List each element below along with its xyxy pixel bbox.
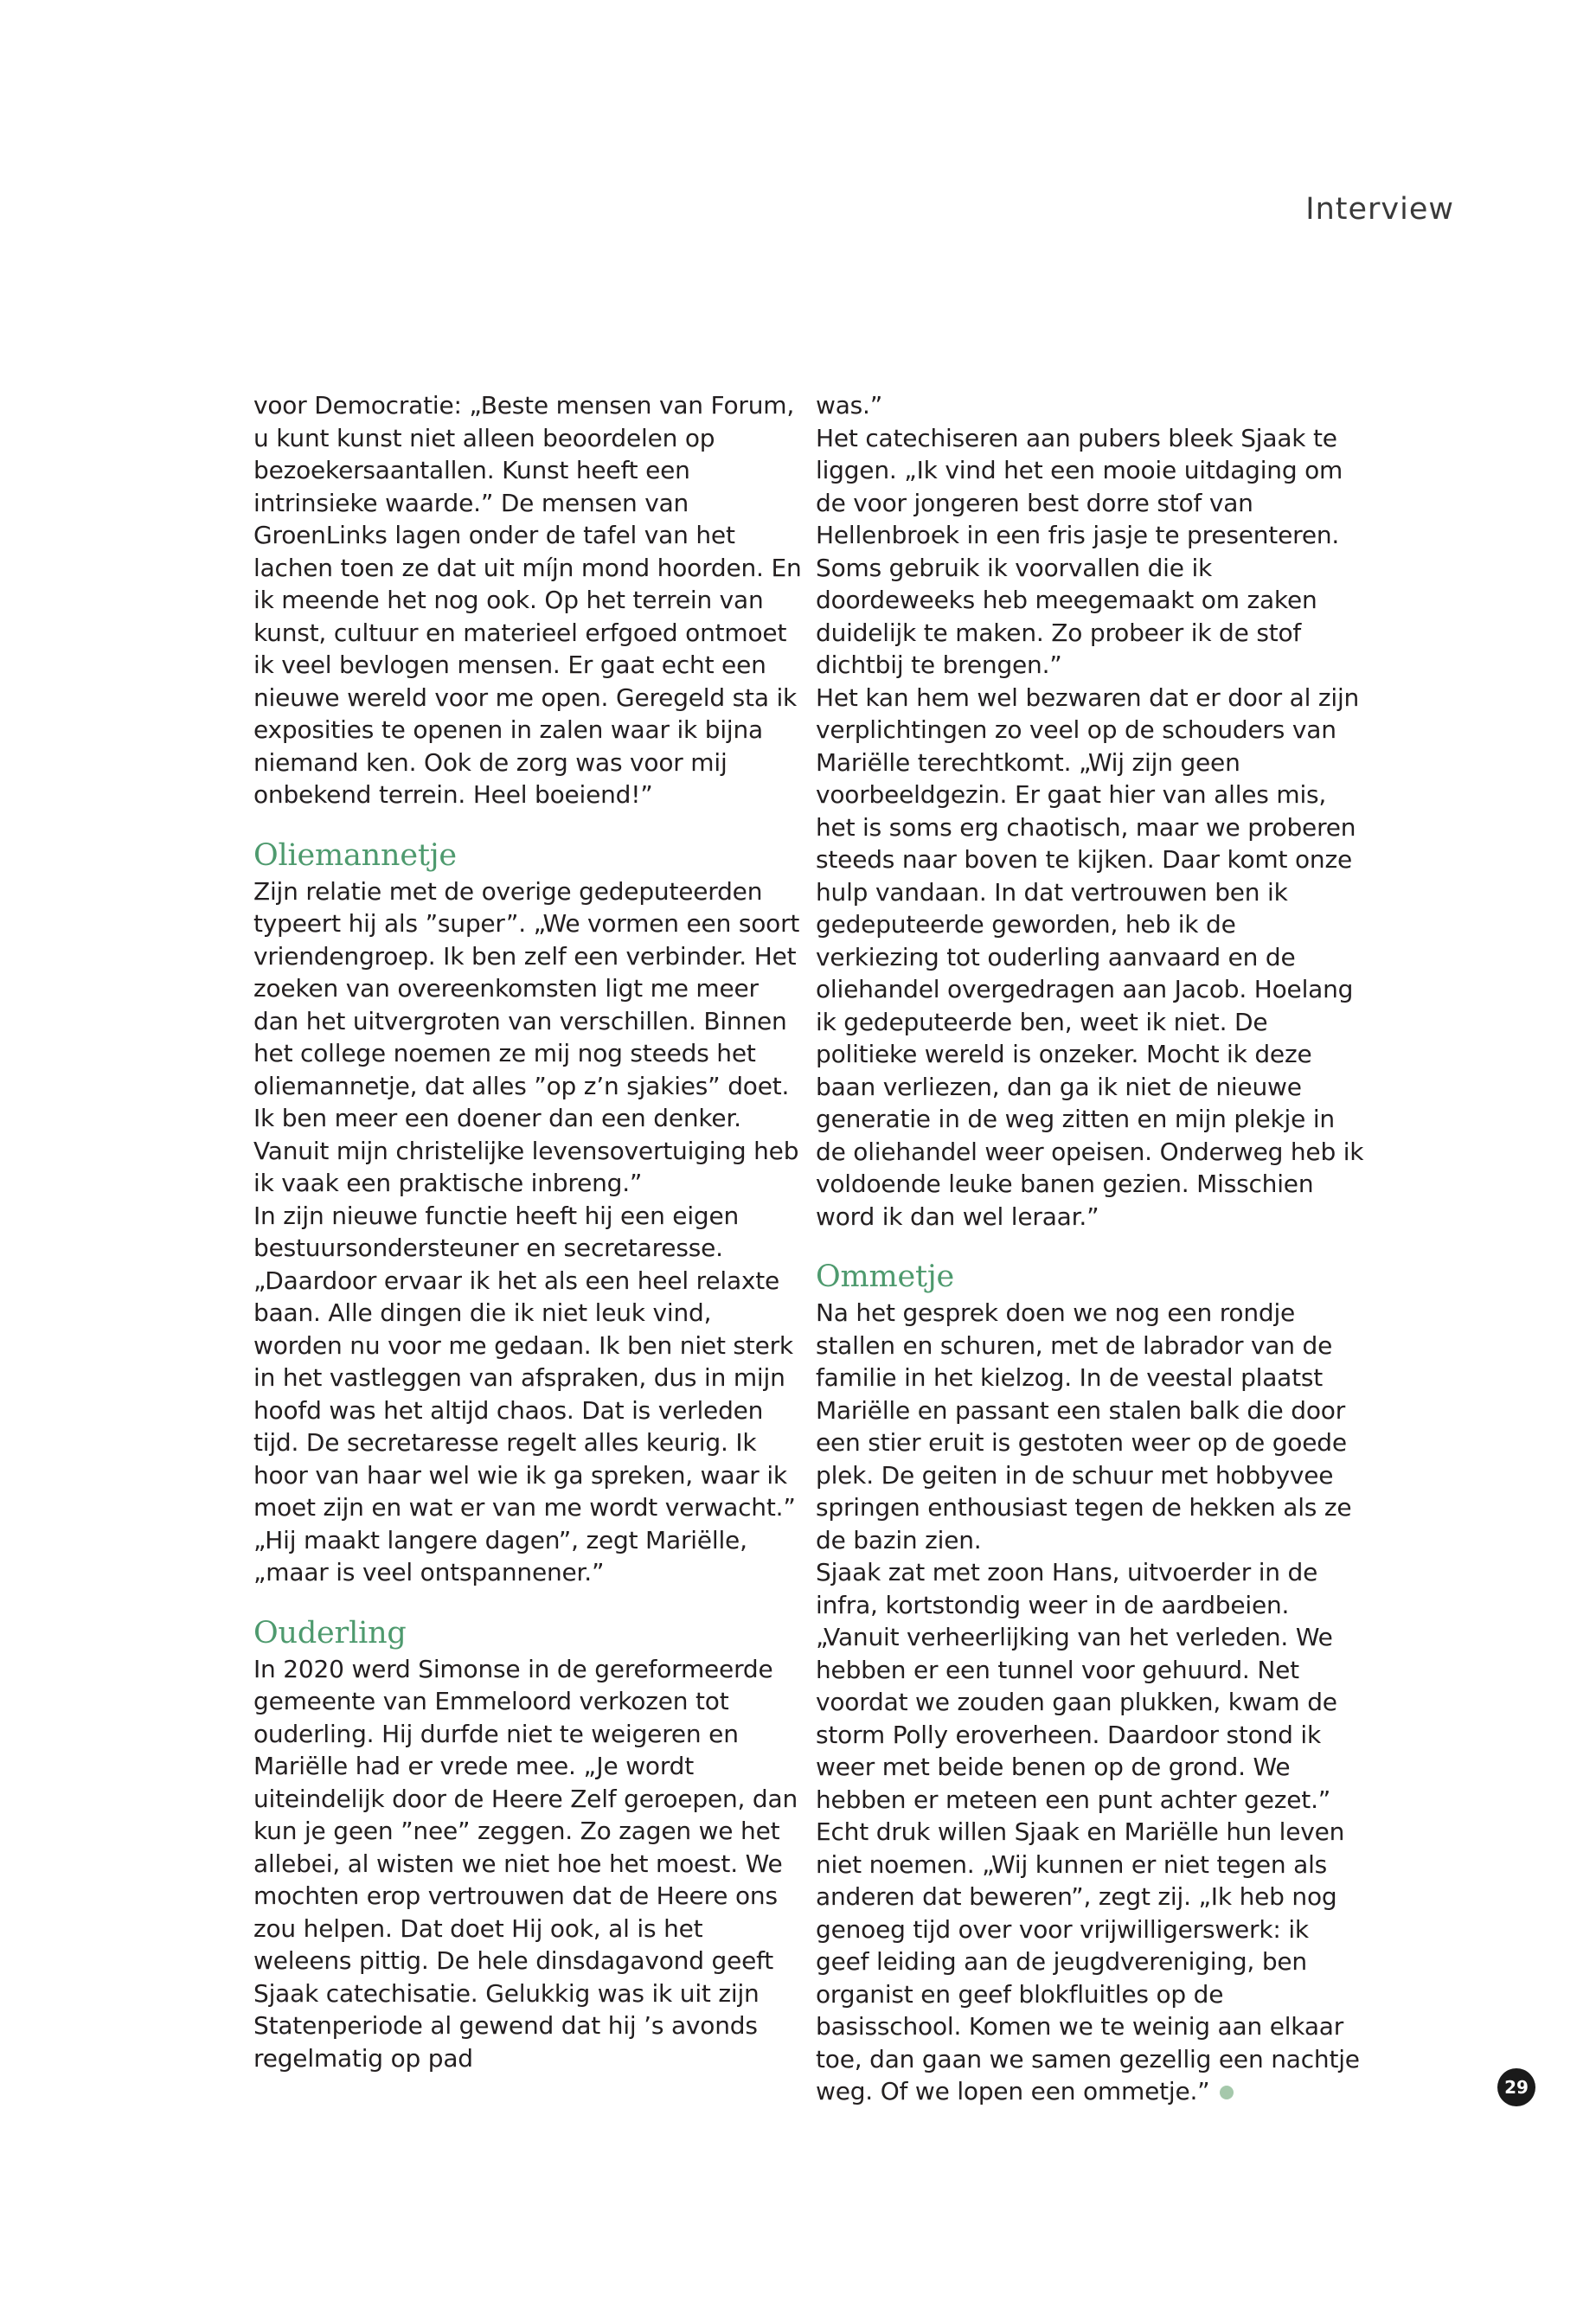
final-paragraph-text: Echt druk willen Sjaak en Mariëlle hun leven niet noemen. „Wij kunnen er niet tegen als anderen dat beweren”, zegt zij. „Ik heb nog genoeg tijd over voor vrijwilligerswerk: ik geef leiding aan de jeugdvereniging, ben organist en geef blokfluitles op de basisschool. Komen we te weinig aan elkaar toe, dan gaan we samen gezellig een nachtje weg. Of we lopen een ommetje.” [816,1817,1360,2106]
article-column-right [816,389,1365,2108]
subheading-ouderling: Ouderling [253,1615,407,1650]
paragraph: was.” [816,391,883,420]
paragraph: Na het gesprek doen we nog een rondje stallen en schuren, met de labrador van de familie in het kielzog. In de veestal plaatst Mariëlle en passant een stalen balk die door een stier eruit is gestoten weer op de goede plek. De geiten in de schuur met hobbyvee springen enthousiast tegen de hekken als ze de bazin zien. [816,1298,1352,1554]
subheading-ommetje: Ommetje [816,1259,955,1294]
paragraph: Zijn relatie met de overige gedeputeerden typeert hij als ”super”. „We vormen een soort vriendengroep. Ik ben zelf een verbinder. Het zoeken van overeenkomsten ligt me meer dan het uitvergroten van verschillen. Binnen het college noemen ze mij nog steeds het oliemannetje, dat alles ”op z’n sjakies” doet. Ik ben meer een doener dan een denker. Vanuit mijn christelijke levensovertuiging heb ik vaak een praktische inbreng.” [253,876,800,1197]
paragraph: „Hij maakt langere dagen”, zegt Mariëlle, „maar is veel ontspannener.” [253,1525,747,1586]
subheading-oliemannetje: Oliemannetje [253,837,457,873]
paragraph: Het catechiseren aan pubers bleek Sjaak te liggen. „Ik vind het een mooie uitdaging om de voor jongeren best dorre stof van Hellenbroek in een fris jasje te presenteren. Soms gebruik ik voorvallen die ik doordeweeks heb meegemaakt om zaken duidelijk te maken. Zo probeer ik de stof dichtbij te brengen.” [816,423,1343,679]
paragraph: Sjaak zat met zoon Hans, uitvoerder in de infra, kortstondig weer in de aardbeien. „Vanuit verheerlijking van het verleden. We hebben er een tunnel voor gehuurd. Net voordat we zouden gaan plukken, kwam de storm Polly eroverheen. Daardoor stond ik weer met beide benen op de grond. We hebben er meteen een punt achter gezet.” [816,1558,1337,1814]
paragraph: In 2020 werd Simonse in de gereformeerde gemeente van Emmeloord verkozen tot ouderling. Hij durfde niet te weigeren en Mariëlle had er vrede mee. „Je wordt uiteindelijk door de Heere Zelf geroepen, dan kun je geen ”nee” zeggen. Zo zagen we het allebei, al wisten we niet hoe het moest. We mochten erop vertrouwen dat de Heere ons zou helpen. Dat doet Hij ook, al is het weleens pittig. De hele dinsdagavond geeft Sjaak catechisatie. Gelukkig was ik uit zijn Statenperiode al gewend dat hij ’s avonds regelmatig op pad [253,1654,798,2073]
paragraph: In zijn nieuwe functie heeft hij een eigen bestuursondersteuner en secretaresse. „Daardoor ervaar ik het als een heel relaxte baan. Alle dingen die ik niet leuk vind, worden nu voor me gedaan. Ik ben niet sterk in het vastleggen van afspraken, dus in mijn hoofd was het altijd chaos. Dat is verleden tijd. De secretaresse regelt alles keurig. Ik hoor van haar wel wie ik ga spreken, waar ik moet zijn en wat er van me wordt verwacht.” [253,1201,796,1522]
page-number-badge: 29 [1497,2068,1535,2106]
article-column-left [253,389,803,2074]
section-label: Interview [1305,192,1454,227]
paragraph: voor Democratie: „Beste mensen van Forum, u kunt kunst niet alleen beoordelen op bezoekersaantallen. Kunst heeft een intrinsieke waarde.” De mensen van GroenLinks lagen onder de tafel van het lachen toen ze dat uit míjn mond hoorden. En ik meende het nog ook. Op het terrein van kunst, cultuur en materieel erfgoed ontmoet ik veel bevlogen mensen. Er gaat echt een nieuwe wereld voor me open. Geregeld sta ik exposities te openen in zalen waar ik bijna niemand ken. Ook de zorg was voor mij onbekend terrein. Heel boeiend!” [253,391,802,809]
paragraph: Het kan hem wel bezwaren dat er door al zijn verplichtingen zo veel op de schouders van Mariëlle terechtkomt. „Wij zijn geen voorbeeldgezin. Er gaat hier van alles mis, het is soms erg chaotisch, maar we proberen steeds naar boven te kijken. Daar komt onze hulp vandaan. In dat vertrouwen ben ik gedeputeerde geworden, heb ik de verkiezing tot ouderling aanvaard en de oliehandel overgedragen aan Jacob. Hoelang ik gedeputeerde ben, weet ik niet. De politieke wereld is onzeker. Mocht ik deze baan verliezen, dan ga ik niet de nieuwe generatie in de weg zitten en mijn plekje in de oliehandel weer opeisen. Onderweg heb ik voldoende leuke banen gezien. Misschien word ik dan wel leraar.” [816,683,1364,1231]
final-paragraph [816,1816,1365,2108]
end-of-article-dot-icon [1220,2086,1234,2099]
